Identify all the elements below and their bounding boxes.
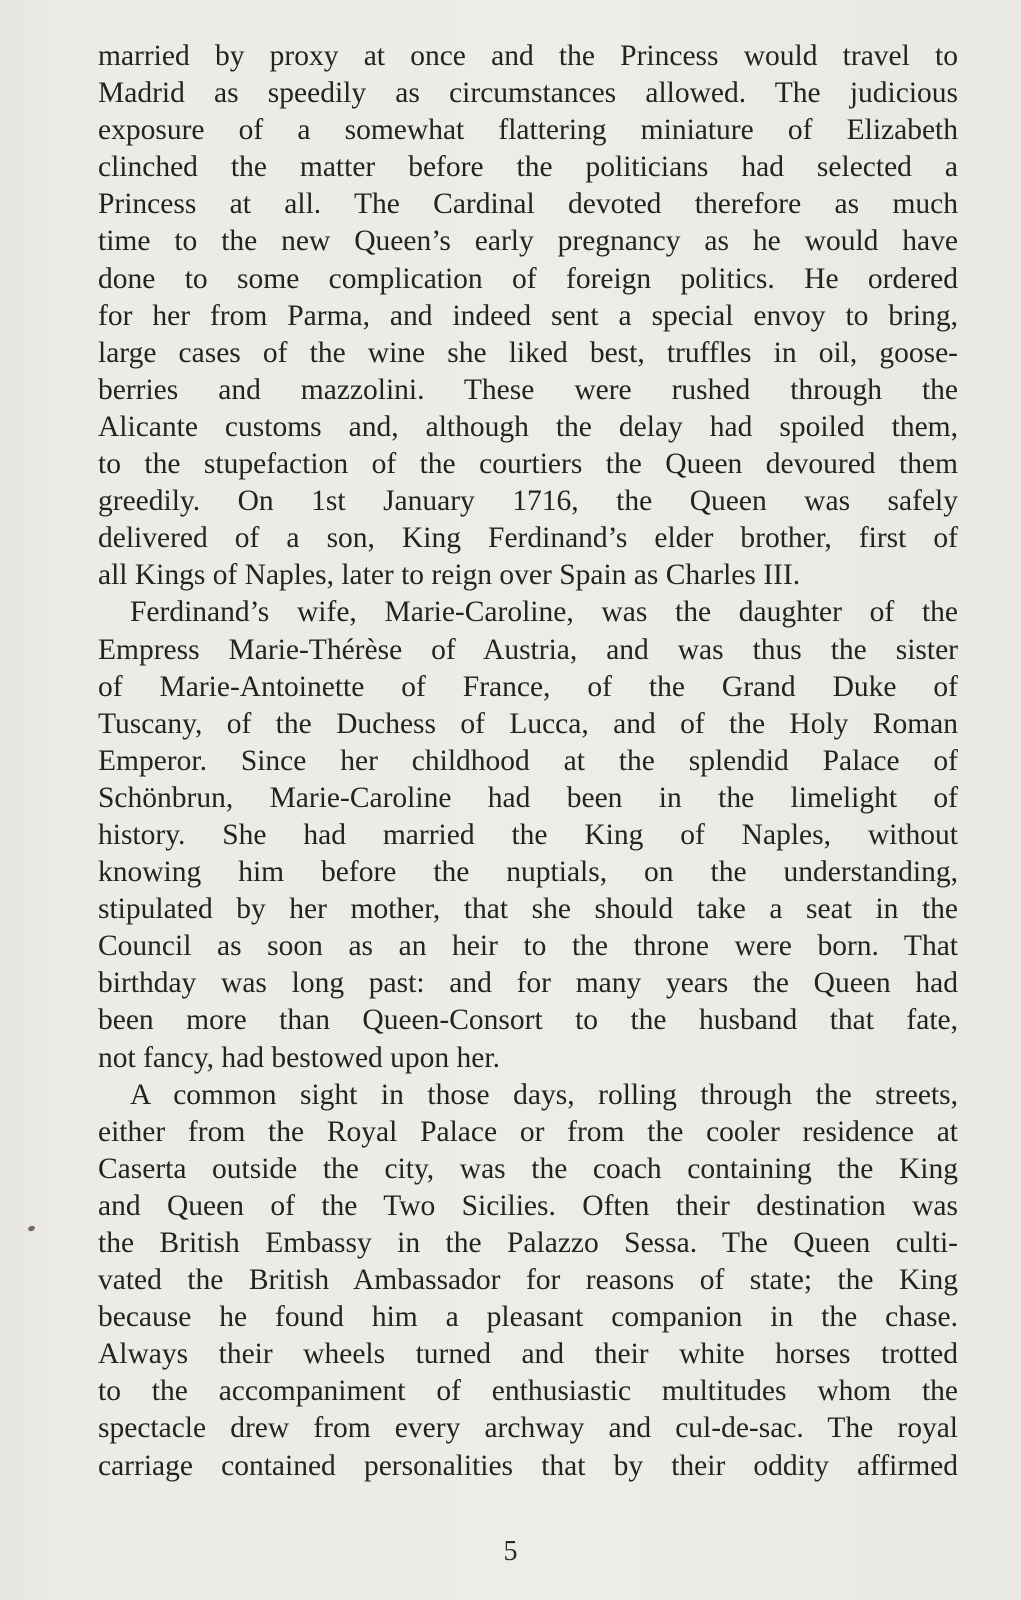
text-line: history. She had married the King of Naples, without xyxy=(98,818,958,851)
text-line: for her from Parma, and indeed sent a special envoy to bring, xyxy=(98,299,958,332)
text-line: berries and mazzolini. These were rushed through the xyxy=(98,373,958,406)
text-line: delivered of a son, King Ferdinand’s elder brother, first of xyxy=(98,522,958,555)
text-line: to the stupefaction of the courtiers the Queen devoured them xyxy=(98,448,958,481)
text-line: Ferdinand’s wife, Marie-Caroline, was the daughter of the xyxy=(130,596,958,629)
text-line: Empress Marie-Thérèse of Austria, and was thus the sister xyxy=(98,633,958,666)
paragraph-2 xyxy=(98,594,958,1076)
text-line: Alicante customs and, although the delay had spoiled them, xyxy=(98,410,958,443)
text-line: either from the Royal Palace or from the cooler residence at xyxy=(98,1115,958,1148)
text-line: large cases of the wine she liked best, truffles in oil, goose- xyxy=(98,336,958,369)
text-line: Schönbrun, Marie-Caroline had been in the limelight of xyxy=(98,781,958,814)
text-line: Princess at all. The Cardinal devoted therefore as much xyxy=(98,188,958,221)
text-line: Always their wheels turned and their white horses trotted xyxy=(98,1338,958,1371)
text-line: greedily. On 1st January 1716, the Queen was safely xyxy=(98,485,958,518)
text-line: carriage contained personalities that by their oddity affirmed xyxy=(98,1449,958,1482)
text-line: been more than Queen-Consort to the husband that fate, xyxy=(98,1004,958,1037)
text-line: Caserta outside the city, was the coach containing the King xyxy=(98,1152,958,1185)
text-line: Council as soon as an heir to the throne were born. That xyxy=(98,930,958,963)
text-line: of Marie-Antoinette of France, of the Grand Duke of xyxy=(98,670,958,703)
text-line: Tuscany, of the Duchess of Lucca, and of the Holy Roman xyxy=(98,707,958,740)
text-line: knowing him before the nuptials, on the understanding, xyxy=(98,856,958,889)
text-line: time to the new Queen’s early pregnancy as he would have xyxy=(98,225,958,258)
text-line: A common sight in those days, rolling through the streets, xyxy=(130,1078,958,1111)
text-line: clinched the matter before the politicians had selected a xyxy=(98,151,958,184)
text-line: married by proxy at once and the Princess would travel to xyxy=(98,40,958,72)
text-line: the British Embassy in the Palazzo Sessa. The Queen culti- xyxy=(98,1227,958,1259)
text-line: exposure of a somewhat flattering miniature of Elizabeth xyxy=(98,114,958,147)
paper-speck xyxy=(27,1225,35,1232)
text-line: stipulated by her mother, that she should take a seat in the xyxy=(98,893,958,926)
paragraph-3 xyxy=(98,1077,958,1485)
text-line: because he found him a pleasant companion in the chase. xyxy=(98,1301,958,1334)
paragraph-1 xyxy=(98,38,958,594)
text-line: spectacle drew from every archway and cul-de-sac. The royal xyxy=(98,1412,958,1445)
text-line: vated the British Ambassador for reasons of state; the King xyxy=(98,1264,958,1297)
body-text xyxy=(98,38,958,1485)
text-line: birthday was long past: and for many years the Queen had xyxy=(98,967,958,1000)
text-line: not fancy, had bestowed upon her. xyxy=(98,1041,500,1074)
text-line: Emperor. Since her childhood at the splendid Palace of xyxy=(98,744,958,777)
text-line: and Queen of the Two Sicilies. Often their destination was xyxy=(98,1189,958,1222)
page-number: 5 xyxy=(503,1536,518,1567)
text-line: Madrid as speedily as circumstances allowed. The judicious xyxy=(98,77,958,110)
text-line: all Kings of Naples, later to reign over Spain as Charles III. xyxy=(98,559,801,592)
text-line: done to some complication of foreign politics. He ordered xyxy=(98,262,958,295)
text-line: to the accompaniment of enthusiastic multitudes whom the xyxy=(98,1375,958,1408)
